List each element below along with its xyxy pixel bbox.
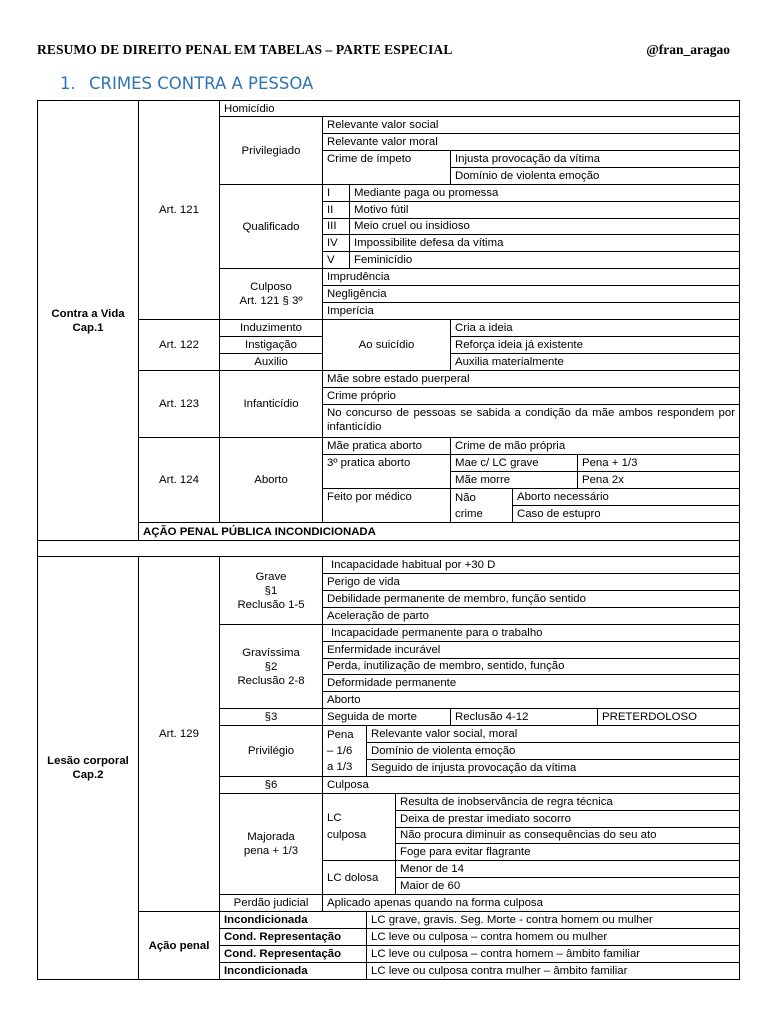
qualificadora-number: II — [322, 201, 350, 219]
privilegio-label: Privilégio — [219, 725, 323, 777]
qualificadora-number: V — [322, 251, 350, 269]
gravissima-label: Gravíssima §2 Reclusão 2-8 — [219, 624, 323, 709]
article-124: Art. 124 — [138, 437, 220, 523]
infanticidio-item: Crime próprio — [322, 387, 740, 405]
aborto-item: Não crime — [450, 488, 513, 523]
qualificadora-number: III — [322, 218, 350, 236]
privilegiado-label: Privilegiado — [219, 116, 323, 185]
conduta-122: Auxilio — [219, 353, 323, 371]
conduta-122: Induzimento — [219, 319, 323, 337]
document-title: RESUMO DE DIREITO PENAL EM TABELAS – PARTE ESPECIAL — [37, 42, 453, 57]
s3-item: Seguida de morte — [322, 708, 451, 726]
conduta-122-desc: Reforça ideia já existente — [450, 336, 740, 354]
grave-item: Incapacidade habitual por +30 D — [322, 556, 740, 574]
aborto-item: Crime de mão própria — [450, 437, 740, 455]
chapter-cell-contra-vida: Contra a Vida Cap.1 — [37, 100, 139, 541]
crime-impeto-cell: Crime de ímpeto — [322, 150, 451, 185]
qualificadora-number: I — [322, 184, 350, 202]
section-number: 1. — [60, 74, 76, 93]
s6-item: Culposa — [322, 776, 740, 794]
lc-dolosa-item: Menor de 14 — [395, 860, 740, 878]
grave-item: Aceleração de parto — [322, 607, 740, 625]
acao-penal-type: Cond. Representação — [219, 928, 367, 946]
conduta-122: Instigação — [219, 336, 323, 354]
lc-culposa-item: Não procura diminuir as consequências do seu ato — [395, 827, 740, 845]
qualificadora-number: IV — [322, 234, 350, 252]
infanticidio-item: No concurso de pessoas se sabida a condição da mãe ambos respondem por infanticídio — [322, 404, 740, 438]
qualificado-label: Qualificado — [219, 184, 323, 269]
acao-penal-vida: AÇÃO PENAL PÚBLICA INCONDICIONADA — [138, 522, 740, 541]
gravissima-item: Incapacidade permanente para o trabalho — [322, 624, 740, 642]
aborto-item: Aborto necessário — [512, 488, 740, 506]
gravissima-item: Deformidade permanente — [322, 674, 740, 692]
acao-penal-type: Incondicionada — [219, 962, 367, 980]
qualificadora-item: Motivo fútil — [349, 201, 740, 219]
homicidio-title: Homicídio — [219, 100, 740, 117]
perdao-judicial-item: Aplicado apenas quando na forma culposa — [322, 894, 740, 912]
acao-penal-type: Cond. Representação — [219, 945, 367, 963]
acao-penal-desc: LC leve ou culposa – contra homem ou mulher — [366, 928, 740, 946]
aborto-item: Feito por médico — [322, 488, 451, 523]
privilegio-item: Seguido de injusta provocação da vítima — [366, 759, 740, 777]
article-122: Art. 122 — [138, 319, 220, 371]
section-title: CRIMES CONTRA A PESSOA — [89, 74, 314, 93]
infanticidio-label: Infanticídio — [219, 370, 323, 438]
qualificadora-item: Impossibilite defesa da vítima — [349, 234, 740, 252]
gravissima-item: Enfermidade incurável — [322, 641, 740, 659]
aborto-label: Aborto — [219, 437, 323, 523]
paragrafo-6: §6 — [219, 776, 323, 794]
impeto-item: Injusta provocação da vítima — [450, 150, 740, 168]
culposo-item: Imperícia — [322, 302, 740, 320]
conduta-122-desc: Cria a ideia — [450, 319, 740, 337]
culposo-label: Culposo Art. 121 § 3º — [219, 268, 323, 320]
privilegiado-item: Relevante valor social — [322, 116, 740, 134]
gravissima-item: Perda, inutilização de membro, sentido, função — [322, 658, 740, 676]
s3-item: Reclusão 4-12 — [450, 708, 598, 726]
lc-culposa-item: Deixa de prestar imediato socorro — [395, 810, 740, 828]
culposo-item: Negligência — [322, 285, 740, 303]
ao-suicidio: Ao suicídio — [322, 319, 451, 371]
culposo-item: Imprudência — [322, 268, 740, 286]
gravissima-item: Aborto — [322, 691, 740, 709]
aborto-item: Mãe pratica aborto — [322, 437, 451, 455]
acao-penal-desc: LC leve ou culposa contra mulher – âmbito familiar — [366, 962, 740, 980]
grave-item: Debilidade permanente de membro, função sentido — [322, 590, 740, 608]
aborto-pena: Pena 2x — [577, 471, 740, 489]
infanticidio-item: Mãe sobre estado puerperal — [322, 370, 740, 388]
qualificadora-item: Feminicídio — [349, 251, 740, 269]
majorada-label: Majorada pena + 1/3 — [219, 793, 323, 895]
aborto-pena: Pena + 1/3 — [577, 454, 740, 472]
privilegio-item: Relevante valor social, moral — [366, 725, 740, 743]
perdao-judicial-label: Perdão judicial — [219, 894, 323, 912]
qualificadora-item: Meio cruel ou insidioso — [349, 218, 740, 236]
aborto-item: Mae c/ LC grave — [450, 454, 578, 472]
qualificadora-item: Mediante paga ou promessa — [349, 184, 740, 202]
s3-item: PRETERDOLOSO — [597, 708, 740, 726]
lc-dolosa-label: LC dolosa — [322, 860, 396, 895]
author-handle: @fran_aragao — [646, 42, 730, 57]
privilegio-item: Domínio de violenta emoção — [366, 742, 740, 760]
paragrafo-3: §3 — [219, 708, 323, 726]
aborto-item: Mãe morre — [450, 471, 578, 489]
article-129: Art. 129 — [138, 556, 220, 912]
aborto-item: 3º pratica aborto — [322, 454, 451, 489]
lc-culposa-item: Resulta de inobservância de regra técnica — [395, 793, 740, 811]
article-121: Art. 121 — [138, 100, 220, 320]
lc-dolosa-item: Maior de 60 — [395, 877, 740, 895]
spacer-row — [37, 540, 740, 557]
grave-item: Perigo de vida — [322, 573, 740, 591]
conduta-122-desc: Auxilia materialmente — [450, 353, 740, 371]
grave-label: Grave §1 Reclusão 1-5 — [219, 556, 323, 625]
privilegio-pena: Pena – 1/6 a 1/3 — [322, 725, 367, 777]
acao-penal-desc: LC leve ou culposa – contra homem – âmbito familiar — [366, 945, 740, 963]
aborto-item: Caso de estupro — [512, 505, 740, 523]
impeto-item: Domínio de violenta emoção — [450, 167, 740, 185]
acao-penal-type: Incondicionada — [219, 911, 367, 929]
lc-culposa-item: Foge para evitar flagrante — [395, 843, 740, 861]
acao-penal-desc: LC grave, gravis. Seg. Morte - contra homem ou mulher — [366, 911, 740, 929]
chapter-cell-lesao: Lesão corporal Cap.2 — [37, 556, 139, 980]
acao-penal-label: Ação penal — [138, 911, 220, 980]
privilegiado-item: Relevante valor moral — [322, 133, 740, 151]
lc-culposa-label: LC culposa — [322, 793, 396, 861]
article-123: Art. 123 — [138, 370, 220, 438]
